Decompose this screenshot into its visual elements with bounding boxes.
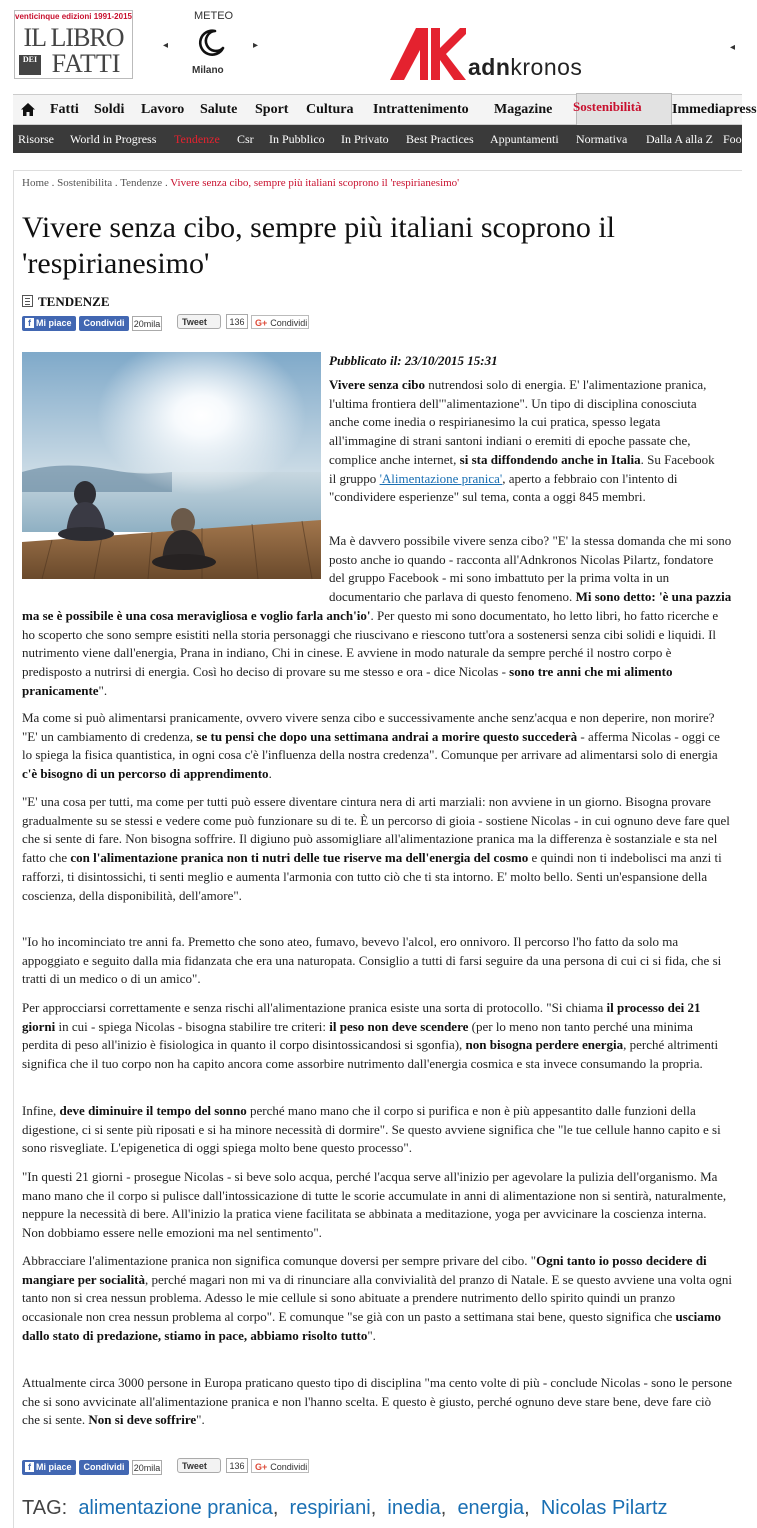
- p3-text-3: .: [268, 766, 272, 782]
- libro-title-line2: FATTI: [51, 49, 121, 78]
- article-paragraph-9: [22, 1252, 732, 1346]
- breadcrumb-category[interactable]: Tendenze: [120, 177, 163, 189]
- p9-text-1: Abbracciare l'alimentazione pranica non significa comunque doversi per sempre privare del cibo. ": [22, 1253, 537, 1268]
- gplus-icon: G+: [255, 318, 268, 328]
- tag-respiriani[interactable]: respiriani: [289, 1497, 371, 1519]
- facebook-share-button[interactable]: Condividi: [79, 316, 129, 331]
- photo-float-spacer: [22, 532, 329, 606]
- p9-bold-1: Ogni tanto io posso decidere di mangiare per socialità: [22, 1253, 707, 1287]
- meteo-city: Milano: [192, 65, 224, 76]
- article-paragraph-6: [22, 999, 732, 1074]
- gplus-share-button[interactable]: [251, 1459, 309, 1473]
- document-icon: [22, 295, 33, 307]
- p1-text-1: nutrendosi solo di energia. E' l'alimentazione pranica, l'ultima frontiera dell'"alimentazione". Un tipo di disciplina conosciuta anche come inedia o respirianesimo la cui pratica, spesso legata all'immagine di strani santoni indiani o eremiti di epoche passate che, complice anche internet,: [329, 377, 707, 467]
- breadcrumb-sep: .: [48, 177, 58, 189]
- article-paragraph-4: [22, 793, 734, 905]
- facebook-like-button[interactable]: f Mi piace: [22, 316, 76, 331]
- p1-text-3: , aperto a febbraio con l'intento di "condividere esperienze" sul tema, conta a oggi 845 membri.: [329, 470, 678, 505]
- article-paragraph-8: [22, 1168, 732, 1243]
- p9-bold-2: usciamo dallo stato di predazione, stiamo in pace, abbiamo risolto tutto: [22, 1309, 722, 1343]
- gplus-share-label: Condividi: [270, 318, 308, 328]
- p4-text-1: "E' una cosa per tutti, ma come per tutti può essere diventare cintura nera di arti marziali: non avviene in un giorno. Bisogna provare gradualmente su se stessi e vedere come può funzionare su di te. È un percorso di gioia - sostiene Nicolas - in cui ognuno deve fare quel che si sente di fare. Non bisogna soffrire. Il digiuno può assomigliare all'alimentazione pranica ma la differenza è sostanziale e sta nel fatto che: [22, 794, 730, 866]
- tag-alimentazione-pranica[interactable]: alimentazione pranica: [78, 1497, 273, 1519]
- p2-bold-2: sono tre anni che mi alimento pranicamente: [22, 663, 673, 698]
- gplus-share-label: Condividi: [270, 1462, 308, 1472]
- article-category-label: TENDENZE: [38, 294, 110, 309]
- adnkronos-logo-mark[interactable]: [390, 26, 466, 80]
- article-paragraph-1: [329, 376, 719, 507]
- breadcrumb-home[interactable]: Home: [22, 177, 49, 189]
- article-paragraph-7: [22, 1102, 732, 1158]
- tweet-count: 136: [226, 314, 248, 329]
- p7-bold-1: deve diminuire il tempo del sonno: [59, 1103, 247, 1118]
- nav-item-magazine[interactable]: Magazine: [494, 102, 553, 117]
- nav-item-fatti[interactable]: Fatti: [50, 102, 79, 117]
- adnkronos-wordmark[interactable]: [468, 54, 582, 81]
- tag-energia[interactable]: energia: [457, 1497, 525, 1519]
- p3-text-1: Ma come si può alimentarsi pranicamente, ovvero vivere senza cibo e successivamente anche senz'acqua e non deperire, non morire? "E' un cambiamento di credenza,: [22, 710, 715, 744]
- published-date: Pubblicato il: 23/10/2015 15:31: [329, 353, 498, 368]
- breadcrumb: [22, 177, 459, 189]
- alimentazione-pranica-group-link[interactable]: 'Alimentazione pranica': [379, 470, 503, 486]
- p3-bold-2: c'è bisogno di un percorso di apprendimento: [22, 766, 269, 782]
- tag-label: TAG:: [22, 1497, 68, 1519]
- p2-text-3: ".: [98, 682, 108, 698]
- article-category[interactable]: [22, 294, 110, 310]
- p3-text-2: - afferma Nicolas - oggi ce lo spiega la fisica quantistica, in ogni cosa c'è l'influenza della nostra credenza". Comunque per arrivare ad alimentarsi solo di energia: [22, 728, 720, 763]
- subnav-item-normativa[interactable]: Normativa: [576, 132, 628, 146]
- p9-text-2: , perché magari non mi va di rinunciare alla convivialità del pranzo di Natale. E se questo avviene una volta ogni tanto non si crea nessun problema. Adesso le mie cellule si sono abituate a prendere nutrimento dello spirito quindi un pranzo occasionale non crea nessun problema al corpo". E comunque "se già con un pasto a settimana stai bene, questo significa che: [22, 1271, 732, 1325]
- header-next-arrow[interactable]: ◂: [730, 42, 736, 53]
- subnav-item-in-pubblico[interactable]: In Pubblico: [269, 132, 325, 146]
- breadcrumb-section[interactable]: Sostenibilita: [57, 177, 113, 189]
- meteo-prev-arrow[interactable]: ◂: [163, 40, 169, 51]
- facebook-like-button[interactable]: f Mi piace: [22, 1460, 76, 1475]
- sub-nav: [13, 125, 748, 153]
- nav-item-sport[interactable]: Sport: [255, 102, 289, 117]
- nav-item-sostenibilita[interactable]: Sostenibilità: [573, 99, 642, 114]
- article-paragraph-2: [22, 532, 732, 700]
- subnav-item-tendenze[interactable]: Tendenze: [174, 132, 220, 146]
- p1-bold-1: Vivere senza cibo: [329, 377, 426, 392]
- adnkronos-wordmark-adn: adn: [468, 54, 511, 80]
- site-header: [0, 0, 742, 92]
- nav-item-cultura[interactable]: Cultura: [306, 102, 354, 117]
- subnav-item-best-practices[interactable]: Best Practices: [406, 132, 474, 146]
- subnav-item-csr[interactable]: Csr: [237, 132, 254, 146]
- adnkronos-wordmark-kronos: kronos: [510, 54, 583, 80]
- tag-nicolas-pilartz[interactable]: Nicolas Pilartz: [540, 1497, 668, 1519]
- p6-bold-3: non bisogna perdere energia: [465, 1037, 624, 1053]
- home-icon[interactable]: [21, 103, 35, 116]
- subnav-item-in-privato[interactable]: In Privato: [341, 132, 389, 146]
- tag-inedia[interactable]: inedia: [387, 1497, 441, 1519]
- p8-text-1: "In questi 21 giorni - prosegue Nicolas - si beve solo acqua, perché l'acqua serve all'inizio per agevolare la pulizia dell'organismo. Ma mano mano che il corpo si pulisce dall'intossicazione di tutte le scorie accumulate in anni di alimentazione non si sentirà, naturalmente, neppure la necessità di bere. All'inizio la pratica viene facilitata se abbinata a meditazione, yoga per avvicinare la coscienza interna. Non dobbiamo essere nelle emozioni ma nel sentimento".: [22, 1169, 727, 1241]
- tweet-button[interactable]: Tweet: [177, 314, 221, 329]
- tweet-count: 136: [226, 1458, 248, 1473]
- p2-bold-1: Mi sono detto: 'è una pazzia ma se è possibile è una cosa meravigliosa e voglio farla anch'io': [22, 589, 732, 623]
- p10-bold-1: Non si deve soffrire: [88, 1412, 197, 1428]
- nav-item-intrattenimento[interactable]: Intrattenimento: [373, 102, 469, 117]
- social-bar-bottom: [22, 1460, 322, 1476]
- p2-text-2: . Per questo mi sono documentato, ho letto libri, ho fatto ricerche e ho scoperto che sono sempre esistiti nella storia personaggi che riuscivano e riescono tutt'ora a sostenersi senza cibi solidi e liquidi. Il nutrimento viene dall'energia, Prana in indiano, Chi in cinese. E avviene in modo naturale da sempre perché il nostro corpo è predisposto a nutrirsi di energia. Così ho deciso di provare su me stesso e ora - dice Nicolas -: [22, 607, 719, 679]
- nav-item-lavoro[interactable]: Lavoro: [141, 102, 185, 117]
- main-nav: [13, 94, 757, 125]
- p1-text-2: . Su Facebook il gruppo: [329, 451, 715, 486]
- subnav-item-world-in-progress[interactable]: World in Progress: [70, 132, 157, 146]
- p6-text-4: , perché altrimenti significa che il tuo corpo non ha capito ancora come assorbire nutrimento dall'energia cosmica e sta invece consumando la propria.: [22, 1037, 719, 1072]
- p10-text-2: ".: [196, 1412, 205, 1428]
- subnav-item-food[interactable]: Food: [723, 132, 748, 146]
- libro-dei-badge: DEI: [19, 55, 41, 75]
- facebook-count: 20mila: [132, 1460, 162, 1475]
- p3-bold-1: se tu pensi che dopo una settimana andrai a morire questo succederà: [196, 728, 578, 744]
- breadcrumb-current: Vivere senza cibo, sempre più italiani scoprono il 'respirianesimo': [170, 177, 460, 189]
- nav-item-soldi[interactable]: Soldi: [94, 102, 125, 117]
- breadcrumb-sep: .: [162, 177, 171, 189]
- social-bar-top: [22, 316, 322, 332]
- moon-icon: [196, 28, 226, 58]
- page-title: Vivere senza cibo, sempre più italiani scoprono il 'respirianesimo': [22, 211, 616, 280]
- gplus-icon: G+: [255, 1462, 268, 1472]
- article-paragraph-10: [22, 1374, 732, 1430]
- content-border-left: [13, 170, 14, 1528]
- p6-bold-1: il processo dei 21 giorni: [22, 1000, 701, 1034]
- p6-bold-2: il peso non deve scendere: [329, 1018, 469, 1034]
- p9-text-3: ".: [367, 1327, 376, 1343]
- p2-text-1: Ma è davvero possibile vivere senza cibo? "E' la stessa domanda che mi sono posto anche io quando - racconta all'Adnkronos Nicolas Pilartz, fondatore del gruppo Facebook - mi sono imbattuto per la prima volta in un documentario che parlava di questo fenomeno.: [329, 533, 732, 605]
- subnav-item-appuntamenti[interactable]: Appuntamenti: [490, 132, 559, 146]
- subnav-item-risorse[interactable]: Risorse: [18, 132, 54, 146]
- p7-text-2: perché mano mano che il corpo si purifica e non è più appesantito dalle funzioni della digestione, ci si sente più riposati e si ha minore necessità di dormire". Se questo avviene significa che "le tue cellule hanno capito e si sono risvegliate. L'epigenetica di oggi spiega molto bene questo processo".: [22, 1103, 721, 1156]
- p6-text-1: Per approcciarsi correttamente e senza rischi all'alimentazione pranica esiste una sorta di protocollo. "Si chiama: [22, 1000, 607, 1015]
- gplus-share-button[interactable]: [251, 315, 309, 329]
- p6-text-2: in cui - spiega Nicolas - bisogna stabilire tre criteri:: [55, 1018, 330, 1034]
- tag-list: TAG: alimentazione pranica, respiriani, inedia, energia, Nicolas Pilartz: [22, 1497, 668, 1519]
- libro-title-line1: IL LIBRO: [23, 23, 124, 52]
- content-border-top: [13, 170, 742, 171]
- subnav-item-dalla-a-alla-z[interactable]: Dalla A alla Z: [646, 132, 713, 146]
- tweet-button[interactable]: Tweet: [177, 1458, 221, 1473]
- libro-dei-fatti-logo[interactable]: [14, 10, 133, 79]
- p6-text-3: (per lo meno non tanto perché una minima perdita di peso all'inizio è fisiologica in quanto il corpo disintossicandosi si sgonfia),: [22, 1018, 693, 1053]
- libro-edition-label: venticinque edizioni 1991-2015: [15, 12, 132, 21]
- article-paragraph-3: [22, 709, 732, 784]
- p4-bold-1: con l'alimentazione pranica non ti nutri delle tue riserve ma dell'energia del cosmo: [70, 850, 529, 866]
- p7-text-1: Infine,: [22, 1103, 60, 1118]
- p4-text-2: e quindi non ti indebolisci ma anzi ti rafforzi, ti disintossichi, ti senti meglio e aumenta l'armonia con tutto ciò che ti sta intorno. E' molto bello. Senti un'espansione della coscienza, della disponibilità, dell'amore".: [22, 850, 722, 903]
- p5-text-1: "Io ho incominciato tre anni fa. Premetto che sono ateo, fumavo, bevevo l'alcol, ero onnivoro. Il percorso l'ho fatto da solo ma appoggiato e seguito dalla mia fidanzata che era una naturopata. Consiglio a tutti di farsi seguire da una persona di cui ci si fida, che si tratti di un medico o di un amico".: [22, 934, 722, 987]
- meteo-label: METEO: [194, 10, 234, 22]
- breadcrumb-sep: .: [112, 177, 121, 189]
- nav-item-salute[interactable]: Salute: [200, 102, 238, 117]
- meteo-next-arrow[interactable]: ▸: [253, 40, 259, 51]
- p1-bold-2: si sta diffondendo anche in Italia: [459, 451, 641, 467]
- facebook-count: 20mila: [132, 316, 162, 331]
- facebook-share-button[interactable]: Condividi: [79, 1460, 129, 1475]
- article-paragraph-5: [22, 933, 732, 989]
- p10-text-1: Attualmente circa 3000 persone in Europa praticano questo tipo di disciplina "ma cento volte di più - conclude Nicolas - sono le persone che si sono avvicinate all'alimentazione pranica e non l'hanno scelta. E questo è giusto, perché ognuno deve stare bene, deve fare ciò che si sente.: [22, 1375, 732, 1428]
- nav-item-immediapress[interactable]: Immediapress: [672, 102, 757, 117]
